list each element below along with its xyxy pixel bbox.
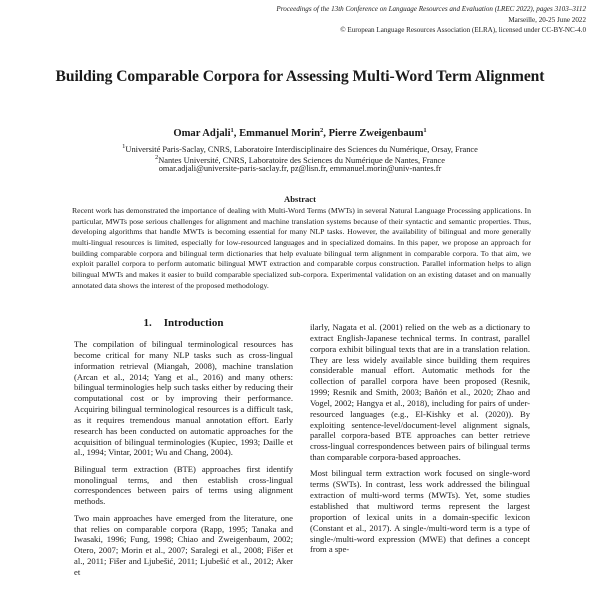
- affiliation-text: Université Paris-Saclay, CNRS, Laboratoire Interdisciplinaire des Sciences du Numérique, Orsay, France: [125, 145, 478, 154]
- proceedings-header: [276, 4, 586, 36]
- author-list: Omar Adjali$^1$, Emmanuel Morin$^2$, Pierre Zweigenbaum$^1$: [173, 127, 427, 139]
- abstract-heading: Abstract: [284, 194, 316, 204]
- author-name: Pierre Zweigenbaum: [328, 128, 424, 139]
- proceedings-line: Proceedings of the 13th Conference on Language Resources and Evaluation (LREC 2022), pages 3103–3112: [276, 5, 586, 13]
- section-title: Introduction: [163, 317, 224, 329]
- license-line: © European Language Resources Association (ELRA), licensed under CC-BY-NC-4.0: [340, 26, 586, 35]
- right-column: [310, 322, 530, 561]
- venue-line: Marseille, 20-25 June 2022: [508, 15, 586, 24]
- author-affiliation-mark: 1: [230, 127, 234, 134]
- author-name: Emmanuel Morin: [239, 128, 321, 139]
- paragraph: The compilation of bilingual terminological resources has become critical for many NLP tasks such as cross-lingual information retrieval (Miangah, 2008), machine translation (Arcan et al., 2014; Yang et al., 2016) and many others: bilingual terminologies help such tasks either by reducing their computational cost or by improving their performance. Acquiring bilingual terminological resources is a difficult task, as it requires tremendous manual annotation effort. Early research has been conducted on automatic approaches for the acquisition of bilingual terminologies (Kupiec, 1993; Daille et al., 1994; Vintar, 2001; Wu and Chang, 2004).: [74, 339, 293, 458]
- paragraph: ilarly, Nagata et al. (2001) relied on the web as a dictionary to extract English-Japanese technical terms. In contrast, parallel corpora exhibit bilingual texts that are in a translation relation. They are less widely available since building them requires considerable manual effort. Automatic methods for the collection of parallel corpora have been proposed (Resnik, 1999; Resnik and Smith, 2003; Bañón et al., 2020; Zhao and Vogel, 2002; Hangya et al., 2018), including for pairs of under-resourced languages (e.g., El-Kishky et al. (2020)). By exploiting sentence-level/document-level alignment signals, parallel corpora-based BTE approaches can better retrieve cross-lingual correspondences between pairs of bilingual terms than comparable corpora-based approaches.: [310, 322, 530, 463]
- left-column: [74, 316, 293, 583]
- author-name: Omar Adjali: [173, 128, 231, 139]
- paragraph: Two main approaches have emerged from the literature, one that relies on comparable corpora (Rapp, 1995; Tanaka and Iwasaki, 1996; Fung, 1998; Chiao and Zweigenbaum, 2002; Otero, 2007; Morin et al., 2007; Saralegi et al., 2008; Fišer et al., 2011; Fišer and Ljubešić, 2011; Ljubešić et al., 2012; Aker et: [74, 512, 293, 577]
- paragraph: Most bilingual term extraction work focused on single-word terms (SWTs). In contrast, less work addressed the bilingual extraction of multi-word terms (MWTs). Yet, some studies established that multiword terms represent the largest proportion of lexical units in a domain-specific lexicon (Constant et al., 2017). A single-/multi-word term is a type of single-/multi-word expression (MWE) that defines a concept from a spe-: [310, 468, 530, 555]
- affiliation-text: Nantes Université, CNRS, Laboratoire des Sciences du Numérique de Nantes, France: [158, 156, 445, 165]
- section-number: 1.: [143, 317, 152, 329]
- paragraph: Bilingual term extraction (BTE) approaches first identify monolingual terms, and then establish cross-lingual correspondences between pairs of terms using alignment methods.: [74, 463, 293, 507]
- author-affiliation-mark: 1: [423, 127, 427, 134]
- affiliation-mark: 2: [154, 154, 159, 161]
- author-affiliation-mark: 2: [320, 127, 324, 134]
- author-emails: omar.adjali@universite-paris-saclay.fr, pz@lisn.fr, emmanuel.morin@univ-nantes.fr: [158, 164, 442, 173]
- paper-title: Building Comparable Corpora for Assessing Multi-Word Term Alignment: [55, 68, 545, 85]
- affiliation-mark: 1: [122, 143, 126, 150]
- abstract-text: Recent work has demonstrated the importance of dealing with Multi-Word Terms (MWTs) in several Natural Language Processing applications. In particular, MWTs pose serious challenges for alignment and machine translation systems because of their syntactic and semantic properties. Thus, developing algorithms that handle MWTs is becoming essential for many NLP tasks. However, the availability of bilingual and more generally multi-lingual resources is limited, especially for low-resourced languages and in specialized domains. In this paper, we propose an approach for building comparable corpora and bilingual term dictionaries that help evaluate bilingual term alignment in comparable corpora. To that aim, we exploit parallel corpora to perform automatic bilingual MWT extraction and comparable corpus construction. Parallel information helps to align bilingual MWTs and makes it easier to build comparable specialized sub-corpora. Experimental validation on an existing dataset and on manually annotated data shows the interest of the proposed methodology.: [72, 206, 531, 290]
- section-heading: [74, 316, 293, 330]
